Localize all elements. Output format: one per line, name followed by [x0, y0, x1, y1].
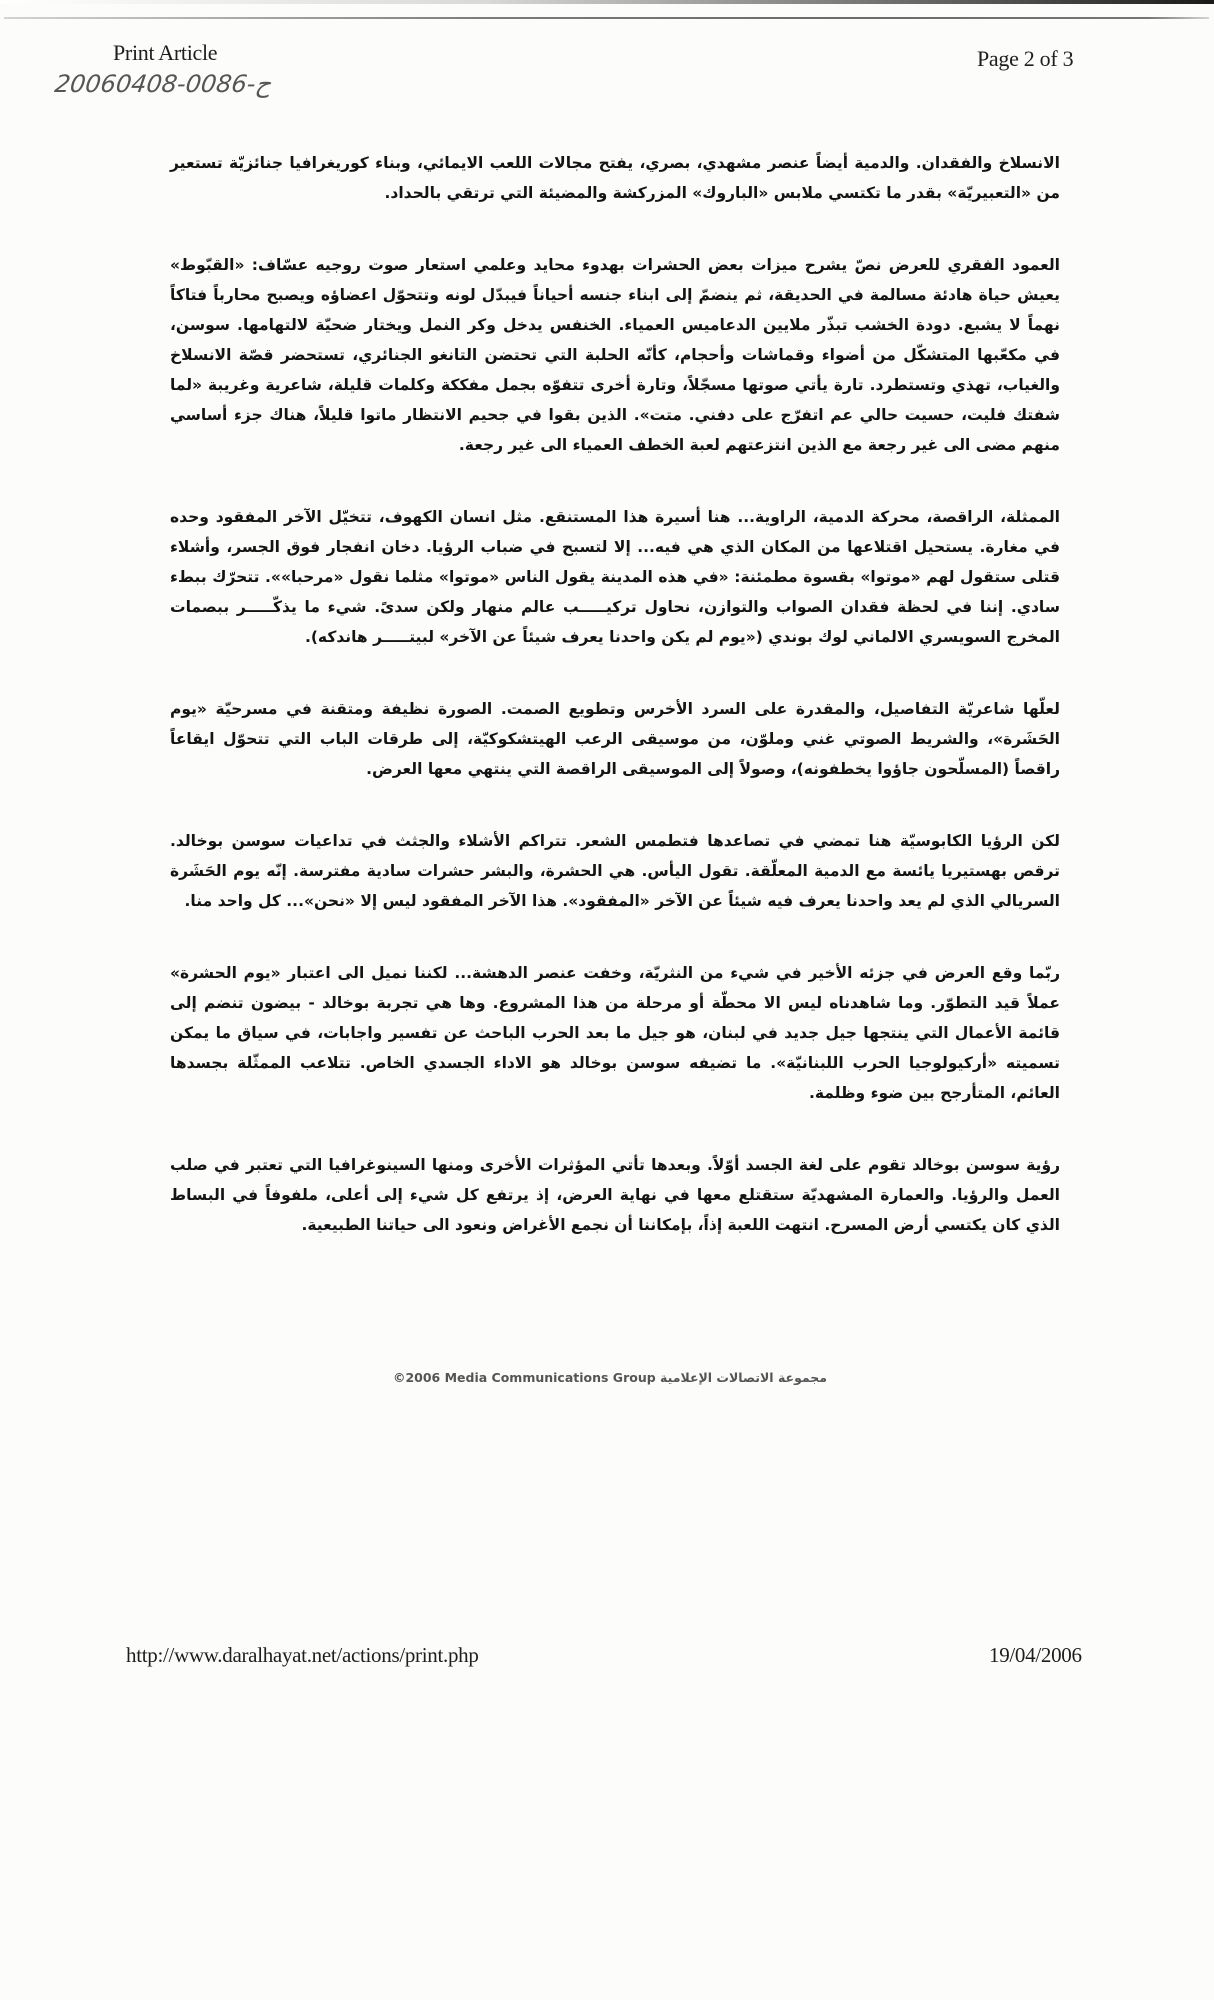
footer-print-date: 19/04/2006: [989, 1643, 1082, 1667]
article-paragraph: الممثلة، الراقصة، محركة الدمية، الراوية... هنا أسيرة هذا المستنقع. مثل انسان الكهوف، تتخيّل الآخر المفقود وحده في مغارة. يستحيل اقتلاعها من المكان الذي هي فيه... إلا لتسبح في ضباب الرؤيا. دخان انفجار فوق الجسر، وأشلاء قتلى ستقول لهم «موتوا» بقسوة مطمئنة: «في هذه المدينة يقول الناس «موتوا» مثلما نقول «مرحبا»». تتحرّك ببطء سادي. إننا في لحظة فقدان الصواب والتوازن، نحاول تركيـــــب عالم منهار ولكن سدىً. شيء ما يذكّـــــر ببصمات المخرج السويسري الالماني لوك بوندي («يوم لم يكن واحدنا يعرف شيئاً عن الآخر» لبيتـــــر هاندكه).: [170, 508, 1060, 646]
article-paragraph: لكن الرؤيا الكابوسيّة هنا تمضي في تصاعدها فتطمس الشعر. تتراكم الأشلاء والجثث في تداعيات سوسن بوخالد. ترقص بهستيريا يائسة مع الدمية المعلّقة. تقول اليأس. هي الحشرة، والبشر حشرات سادية مفترسة. إنّه يوم الحَشَرة السريالي الذي لم يعد واحدنا يعرف فيه شيئاً عن الآخر «المفقود». هذا الآخر المفقود ليس إلا «نحن»... كل واحد منا.: [170, 832, 1060, 910]
scan-edge-shadow: [0, 0, 1214, 4]
page-indicator: Page 2 of 3: [977, 46, 1074, 71]
scan-edge-line: [4, 17, 1209, 19]
article-paragraph: ربّما وقع العرض في جزئه الأخير في شيء من النثريّة، وخفت عنصر الدهشة... لكننا نميل الى اعتبار «يوم الحشرة» عملاً قيد التطوّر. وما شاهدناه ليس الا محطّة أو مرحلة من هذا المشروع. وها هي تجربة بوخالد - بيضون تنضم إلى قائمة الأعمال التي ينتجها جيل جديد في لبنان، هو جيل ما بعد الحرب الباحث عن تفسير واجابات، في سياق ما يمكن تسميته «أركيولوجيا الحرب اللبنانيّة». ما تضيفه سوسن بوخالد هو الاداء الجسدي الخاص. تتلاعب الممثّلة بجسدها العائم، المتأرجح بين ضوء وظلمة.: [170, 964, 1060, 1102]
copyright-notice: ©2006 Media Communications Group مجموعة الاتصالات الإعلامية: [392, 1370, 828, 1385]
article-body: [170, 148, 1060, 1282]
article-paragraph: الانسلاخ والفقدان. والدمية أيضاً عنصر مشهدي، بصري، يفتح مجالات اللعب الايمائي، وبناء كوريغرافيا جنائزيّة تستعير من «التعبيريّة» بقدر ما تكتسي ملابس «الباروك» المزركشة والمضيئة التي ترتقي بالحداد.: [170, 154, 1060, 202]
article-paragraph: العمود الفقري للعرض نصّ يشرح ميزات بعض الحشرات بهدوء محايد وعلمي استعار صوت روجيه عسّاف: «القبّوط» يعيش حياة هادئة مسالمة في الحديقة، ثم ينضمّ إلى ابناء جنسه أحياناً فيبدّل لونه وتتحوّل اعضاؤه ويصبح محارباً فتاكاً نهماً لا يشبع. دودة الخشب تبذّر ملايين الدعاميس العمياء. الخنفس يدخل وكر النمل ويختار ضحيّة لالتهامها. سوسن، في مكعّبها المتشكّل من أضواء وقماشات وأحجام، كأنّه الحلبة التي تحتضن التانغو الجنائري، تستحضر قصّة الانسلاخ والغياب، تهذي وتستطرد. تارة يأتي صوتها مسجّلاً، وتارة أخرى تتفوّه بجمل مفككة وكلمات قليلة، شاعرية وغريبة «لما شفتك فليت، حسيت حالي عم اتفرّج على دفني. متت». الذين بقوا في جحيم الانتظار ماتوا قليلاً، هناك جزء أساسي منهم مضى الى غير رجعة مع الذين انتزعتهم لعبة الخطف العمياء الى غير رجعة.: [170, 256, 1060, 454]
article-paragraph: رؤية سوسن بوخالد تقوم على لغة الجسد أوّلاً. وبعدها تأتي المؤثرات الأخرى ومنها السينوغرافيا التي تعتبر في صلب العمل والرؤيا. والعمارة المشهديّة ستقتلع معها في نهاية العرض، إذ يرتفع كل شيء إلى أعلى، ملفوفاً في البساط الذي كان يكتسي أرض المسرح. انتهت اللعبة إذاً، بإمكاننا أن نجمع الأغراض ونعود الى حياتنا الطبيعية.: [170, 1156, 1060, 1234]
handwritten-reference-note: 20060408-0086-ح: [53, 70, 274, 98]
footer-url: http://www.daralhayat.net/actions/print.php: [126, 1643, 479, 1667]
article-paragraph: لعلّها شاعريّة التفاصيل، والمقدرة على السرد الأخرس وتطويع الصمت. الصورة نظيفة ومتقنة في مسرحيّة «يوم الحَشَرة»، والشريط الصوتي غني وملوّن، من موسيقى الرعب الهيتشكوكيّة، إلى طرقات الباب التي تتحوّل ايقاعاً راقصاً (المسلّحون جاؤوا يخطفونه)، وصولاً إلى الموسيقى الراقصة التي ينتهي معها العرض.: [170, 700, 1060, 778]
print-article-title: Print Article: [113, 40, 218, 65]
